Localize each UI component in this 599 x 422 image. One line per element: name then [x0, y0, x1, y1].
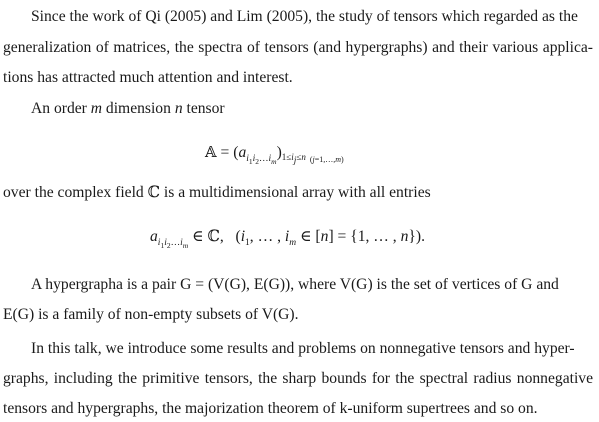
- intro-line-1: Since the work of Qi (2005) and Lim (2005), the study of tensors which regarded as the: [31, 8, 578, 25]
- talk-line-2: graphs, including the primitive tensors, the sharp bounds for the spectral radius nonnegative: [3, 370, 593, 387]
- intro-line-2: generalization of matrices, the spectra of tensors (and hypergraphs) and their various applica-: [3, 39, 593, 56]
- talk-line-1: In this talk, we introduce some results and problems on nonnegative tensors and hyper-: [31, 340, 575, 357]
- tensor-lead-post: tensor: [182, 100, 225, 117]
- tensor-lead-pre: An order: [31, 100, 91, 117]
- tensor-intro-line: [31, 99, 225, 119]
- tensor-lead-mid: dimension: [102, 100, 175, 117]
- tensor-equation: 𝔸 = $(a_{i_1i_2\dots i_m})1\le i_j\le n$ $_{(j=1,\dots,m)}$: [205, 143, 344, 166]
- var-n: n: [174, 100, 183, 117]
- intro-line-3: tions has attracted much attention and interest.: [3, 69, 293, 86]
- hypergraph-line-1: A hypergrapha is a pair G = (V(G), E(G)), where V(G) is the set of vertices of G and: [31, 276, 559, 293]
- hypergraph-line-2: E(G) is a family of non-empty subsets of V(G).: [3, 306, 299, 323]
- entries-equation: $a_{i_1i_2\dots i_m}$ ∈ ℂ, ($i_1$, … , $i_m$ ∈ [n] = {1, … , n}).: [150, 228, 425, 250]
- tensor-after-line: over the complex field ℂ is a multidimensional array with all entries: [3, 184, 431, 201]
- talk-line-3: tensors and hypergraphs, the majorization theorem of k-uniform supertrees and so on.: [3, 400, 538, 417]
- var-m: m: [90, 100, 103, 117]
